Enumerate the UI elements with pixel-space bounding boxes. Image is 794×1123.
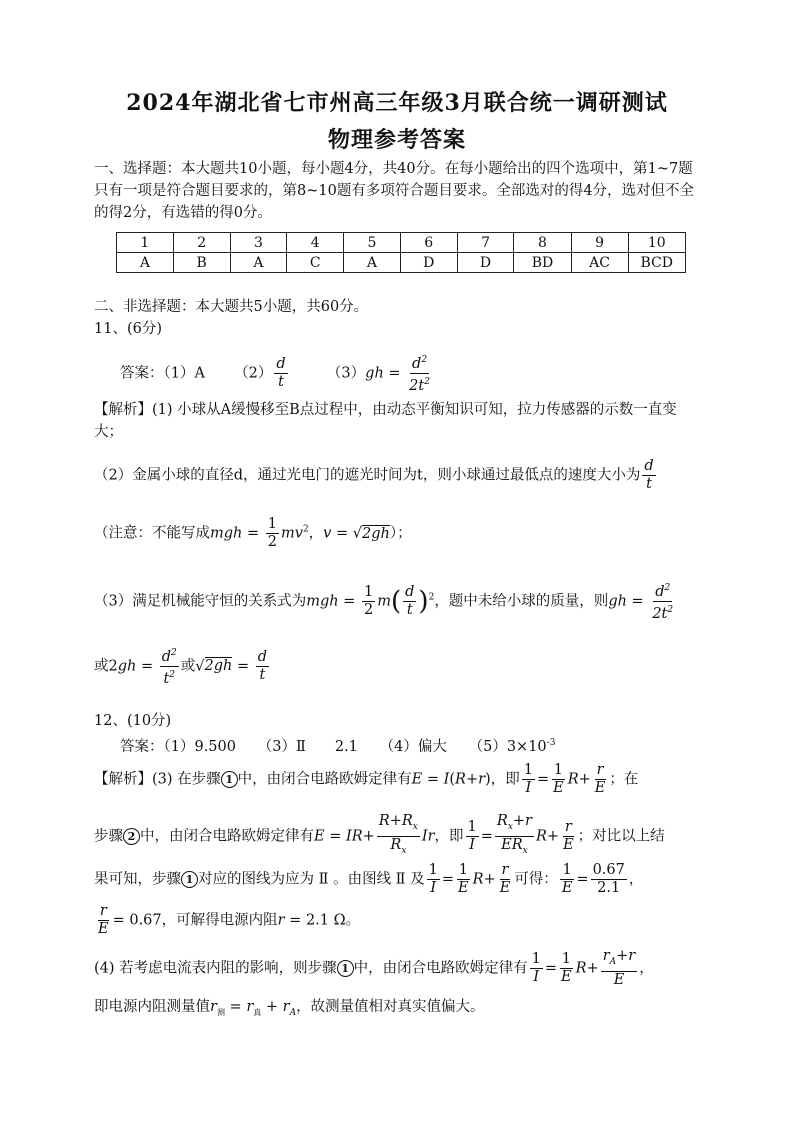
step-1-marker: 1 (337, 960, 354, 977)
table-cell: AC (571, 253, 628, 273)
formula-d2-over-2t2: $\frac{d^2}{2t^2}$ (650, 580, 675, 623)
formula-1-over-i: $\frac{1}{I}$ (428, 862, 438, 896)
formula-067-over-21: $\frac{0.67}{2.1}$ (592, 862, 625, 896)
table-cell: C (287, 253, 344, 273)
explain-text: ，题中未给小球的质量，则 (434, 593, 609, 610)
table-cell: 1 (117, 233, 174, 253)
step-2-marker: 2 (123, 828, 140, 845)
explain-text: 。 (345, 912, 361, 929)
formula-d2-over-2t2: $\frac{d^2}{2t^2}$ (407, 352, 432, 395)
explain-text: 对应的图线为应为 Ⅱ 。由图线 Ⅱ 及 (198, 871, 425, 888)
table-cell: D (457, 253, 514, 273)
page-title: 2024年湖北省七市州高三年级3月联合统一调研测试 (126, 90, 668, 116)
explain-text: （3）满足机械能守恒的关系式为 (94, 593, 307, 610)
table-cell: A (230, 253, 287, 273)
formula-1-over-e: $\frac{1}{E}$ (561, 950, 572, 985)
answer-table (116, 232, 686, 273)
formula-d-over-t: $\frac{d}{t}$ (257, 648, 268, 683)
formula-1-over-e: $\frac{1}{E}$ (458, 862, 469, 896)
table-cell: BCD (628, 253, 685, 273)
formula-d-over-t: $\frac{d}{t}$ (405, 583, 415, 618)
formula-d2-over-t2: $\frac{d^2}{t^2}$ (160, 645, 179, 688)
q11-note: （注意：不能写成mgh = $\frac{1}{2}$ $mv^2$，v = √2gh）； (94, 516, 412, 550)
explain-text: 中，由闭合电路欧姆定律有 (353, 960, 528, 977)
q12-explain-2: 步骤 2 中，由闭合电路欧姆定律有E = IR+ $\frac{R+R_x}{R_x}$ Ir，即 $\frac{1}{I}$ = $\frac{R_x+r}{ER_x}$ R+ $\frac{r}{E}$ ；对比以上结 (94, 813, 665, 860)
formula-1-over-e: $\frac{1}{E}$ (553, 762, 564, 796)
formula-rx-plus-r-over-erx: $\frac{R_x+r}{ER_x}$ (496, 813, 532, 856)
table-cell: B (173, 253, 230, 273)
explain-text: (1) 小球从A缓慢移至B点过程中，由动态平衡知识可知，拉力传感器的示数一直变大； (94, 402, 677, 440)
formula-r-plus-rx-over-rx: $\frac{R+R_x}{R_x}$ (378, 813, 418, 856)
table-cell: 4 (287, 233, 344, 253)
q11-answer-2-label: （2） (234, 365, 273, 382)
q11-answer-3-label: （3） (326, 365, 366, 382)
formula-gh: gh (365, 365, 384, 382)
formula-d-over-t: $\frac{d}{t}$ (644, 458, 654, 492)
table-cell: 7 (457, 233, 514, 253)
formula-ra-plus-r-over-e: $\frac{r_A+r}{E}$ (602, 948, 636, 988)
explain-text: 步骤 (94, 828, 123, 845)
step-1-marker: 1 (181, 871, 198, 888)
formula-d-over-t: $\frac{d}{t}$ (276, 355, 286, 390)
q11-answer-1: （1）A (163, 365, 205, 382)
explain-text: 可得： (514, 871, 558, 888)
note-text: （注意：不能写成 (94, 525, 210, 542)
q12-explain-4: $\frac{r}{E}$ = 0.67，可解得电源内阻r = 2.1 Ω。 (98, 903, 361, 937)
explain-text: ；对比以上结 (577, 828, 665, 845)
explain-text: (4) 若考虑电流表内阻的影响，则步骤 (94, 960, 337, 977)
formula-r-over-e: $\frac{r}{E}$ (594, 762, 606, 796)
table-cell: 6 (400, 233, 457, 253)
table-cell: 9 (571, 233, 628, 253)
formula-1-over-i: $\frac{1}{I}$ (531, 950, 541, 985)
formula-1-over-i: $\frac{1}{I}$ (523, 762, 533, 796)
section1-text: 一、选择题：本大题共10小题，每小题4分，共40分。在每小题给出的四个选项中，第1~7题只有一项是符合题目要求的，第8~10题有多项符合题目要求。全部选对的得4分，选对但不全的得2分，有选错的得0分。 (94, 161, 695, 221)
table-cell: 5 (344, 233, 401, 253)
explain-text: ；在 (609, 771, 639, 788)
answer-table-answer-row (117, 253, 686, 273)
or-text: 或 (94, 658, 109, 675)
table-cell: 3 (230, 233, 287, 253)
q12-explain-6: 即电源内阻测量值$r_测 = r_真 + r_A$，故测量值相对真实值偏大。 (94, 999, 485, 1018)
explain-text: ， (628, 871, 644, 888)
step-1-marker: 1 (221, 771, 238, 788)
explain-text: ，故测量值相对真实值偏大。 (296, 999, 485, 1015)
table-cell: 2 (173, 233, 230, 253)
formula-1-over-e: $\frac{1}{E}$ (561, 862, 573, 896)
explain-label: 【解析】 (94, 402, 152, 418)
note-text: ）； (389, 525, 412, 542)
explain-text: ， (639, 960, 654, 977)
explain-text: 中，由闭合电路欧姆定律有 (237, 771, 412, 788)
formula-half: $\frac{1}{2}$ (267, 516, 277, 550)
q11-answer-line: 答案：（1）A （2） $\frac{d}{t}$ （3）gh = $\frac{d^2}{2t^2}$ (120, 352, 434, 395)
table-cell: A (344, 253, 401, 273)
formula-r-over-e: $\frac{r}{E}$ (563, 818, 574, 853)
formula-1-over-i: $\frac{1}{I}$ (467, 818, 477, 853)
q12-header: 12、(10分) (94, 713, 172, 729)
table-cell: A (117, 253, 174, 273)
explain-text: ，即 (434, 828, 464, 845)
formula-r-over-e: $\frac{r}{E}$ (98, 903, 109, 937)
page-subtitle: 物理参考答案 (327, 127, 466, 153)
explain-text: 果可知，步骤 (94, 871, 181, 888)
answer-label: 答案： (120, 365, 164, 382)
q12-explain-1: 【解析】(3) 在步骤 1 中，由闭合电路欧姆定律有E = I(R+r)，即 $\frac{1}{I}$ = $\frac{1}{E}$ R+ $\frac{r}{E}$ ；在 (94, 762, 639, 796)
q11-header: 11、(6分) (94, 321, 162, 337)
explain-text: ，即 (490, 771, 520, 788)
table-cell: 10 (628, 233, 685, 253)
q11-alternatives: 或2gh = $\frac{d^2}{t^2}$ 或√2gh = $\frac{d}{t}$ (94, 645, 271, 688)
answer-exponent: -3 (546, 738, 556, 748)
explain-text: (3) 在步骤 (152, 771, 221, 788)
section2-text: 二、非选择题：本大题共5小题，共60分。 (94, 299, 369, 315)
answer-table-number-row (117, 233, 686, 253)
q12-explain-5: (4) 若考虑电流表内阻的影响，则步骤 1 中，由闭合电路欧姆定律有 $\frac{1}{I}$ = $\frac{1}{E}$ R+ $\frac{r_A+r}{E}$ ， (94, 948, 654, 988)
q11-explain-2 (94, 458, 658, 493)
q11-explain-3: （3）满足机械能守恒的关系式为mgh = $\frac{1}{2}$ m( $\frac{d}{t}$ )$^2$，题中未给小球的质量，则gh = $\frac{d^2}{2t^2}$ (94, 580, 677, 623)
q12-explain-3: 果可知，步骤 1 对应的图线为应为 Ⅱ 。由图线 Ⅱ 及 $\frac{1}{I}$ = $\frac{1}{E}$ R+ $\frac{r}{E}$ 可得： $\frac{1}{E}$ = $\frac{0.67}{2.1}$ ， (94, 862, 644, 896)
q11-explain-1 (94, 399, 694, 443)
q12-answer-line (120, 732, 555, 758)
formula-half: $\frac{1}{2}$ (363, 583, 374, 618)
answer-text: 答案：（1）9.500 （3）Ⅱ 2.1 （4）偏大 （5）3×10 (120, 738, 547, 755)
table-cell: BD (514, 253, 571, 273)
explain-text: （2）金属小球的直径d，通过光电门的遮光时间为t，则小球通过最低点的速度大小为 (94, 467, 641, 484)
explain-text: ，可解得电源内阻 (161, 912, 278, 929)
or-text: 或 (180, 658, 196, 675)
table-cell: 8 (514, 233, 571, 253)
table-cell: D (400, 253, 457, 273)
explain-text: 即电源内阻测量值 (94, 999, 210, 1015)
explain-text: 中，由闭合电路欧姆定律有 (140, 828, 314, 845)
explain-label: 【解析】 (94, 771, 152, 788)
formula-r-over-e: $\frac{r}{E}$ (499, 862, 511, 896)
